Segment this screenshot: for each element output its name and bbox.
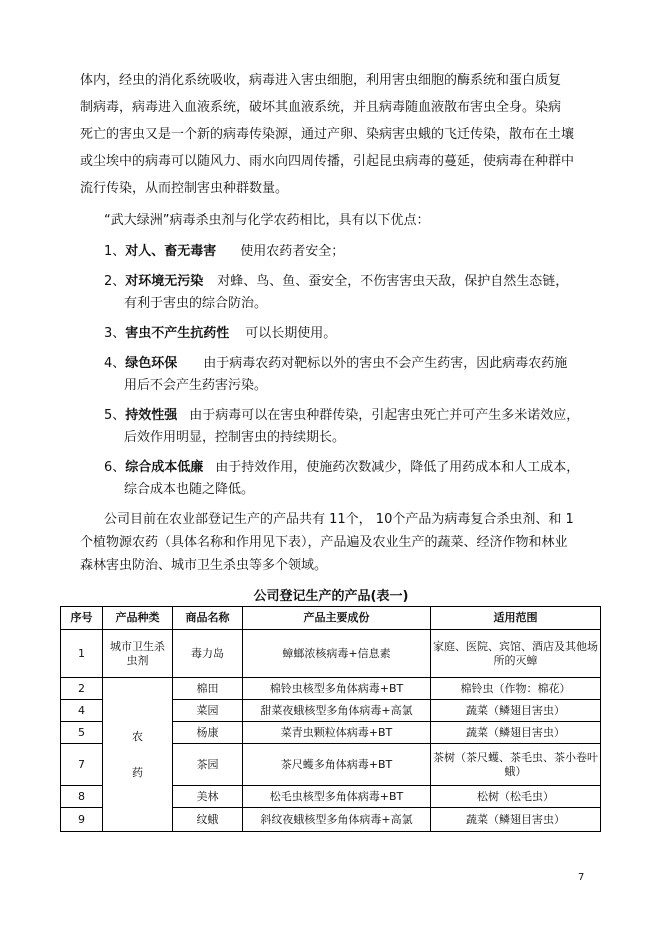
table-header: 产品主要成份 <box>243 607 431 630</box>
row-product-name: 美林 <box>173 786 243 808</box>
row-product-name: 毒力岛 <box>173 630 243 678</box>
table-header: 商品名称 <box>173 607 243 630</box>
table-row <box>61 678 601 700</box>
advantage-title: 绿色环保 <box>125 356 178 371</box>
row-component: 棉铃虫核型多角体病毒+BT <box>243 678 431 700</box>
row-category: 城市卫生杀虫剂 <box>103 630 173 678</box>
advantage-item <box>104 408 579 424</box>
advantage-number: 6、 <box>104 460 126 475</box>
advantage-title: 害虫不产生抗药性 <box>125 326 230 341</box>
row-scope: 茶树（茶尺蠖、茶毛虫、茶小卷叶蛾） <box>431 744 601 786</box>
table-header-row <box>61 607 601 630</box>
advantage-text: 综合成本也随之降低。 <box>124 482 255 497</box>
row-category-agri <box>103 678 173 832</box>
row-number: 5 <box>61 722 103 744</box>
intro-line: 制病毒，病毒进入血液系统，破坏其血液系统，并且病毒随血液散布害虫全身。染病 <box>80 100 562 115</box>
row-product-name: 菜园 <box>173 700 243 722</box>
advantage-item <box>104 244 344 260</box>
advantage-number: 2、 <box>104 274 126 289</box>
advantage-text: 对蜂、鸟、鱼、蚕安全，不伤害害虫天敌，保护自然生态链， <box>217 274 569 289</box>
intro-line: 死亡的害虫又是一个新的病毒传染源，通过产卵、染病害虫蛾的飞迁传染，散布在土壤 <box>80 127 575 142</box>
page-number: 7 <box>578 872 585 883</box>
row-product-name: 杨康 <box>173 722 243 744</box>
advantage-number: 5、 <box>104 408 126 423</box>
advantage-text: 用后不会产生药害污染。 <box>124 378 268 393</box>
intro-line: 或尘埃中的病毒可以随风力、雨水向四周传播，引起昆虫病毒的蔓延，使病毒在种群中 <box>80 154 575 169</box>
row-scope: 家庭、医院、宾馆、酒店及其他场所的灭蟑 <box>431 630 601 678</box>
advantage-number: 1、 <box>104 244 126 259</box>
row-scope: 松树（松毛虫） <box>431 786 601 808</box>
row-product-name: 棉田 <box>173 678 243 700</box>
company-line: 公司目前在农业部登记生产的产品共有 11个， 10个产品为病毒复合杀虫剂、和 1 <box>104 512 574 527</box>
row-number: 1 <box>61 630 103 678</box>
row-number: 8 <box>61 786 103 808</box>
row-component: 斜纹夜蛾核型多角体病毒+高氯 <box>243 808 431 832</box>
advantage-item <box>104 274 568 290</box>
company-line: 森林害虫防治、城市卫生杀虫等多个领域。 <box>80 558 328 573</box>
advantage-item <box>104 356 567 372</box>
row-number: 7 <box>61 744 103 786</box>
row-number: 2 <box>61 678 103 700</box>
table-header: 适用范围 <box>431 607 601 630</box>
advantage-title: 对人、畜无毒害 <box>125 244 217 259</box>
table-row <box>61 630 601 678</box>
company-line: 个植物源农药（具体名称和作用见下表），产品遍及农业生产的蔬菜、经济作物和林业 <box>80 535 568 550</box>
row-scope: 蔬菜（鳞翅目害虫） <box>431 808 601 832</box>
advantage-text: 有利于害虫的综合防治。 <box>124 296 268 311</box>
advantage-item <box>104 460 579 476</box>
row-number: 4 <box>61 700 103 722</box>
advantage-title: 持效性强 <box>125 408 178 423</box>
table-header: 序号 <box>61 607 103 630</box>
row-product-name: 茶园 <box>173 744 243 786</box>
agri-label: 农 <box>132 729 143 743</box>
row-product-name: 纹蛾 <box>173 808 243 832</box>
row-component: 甜菜夜蛾核型多角体病毒+高氯 <box>243 700 431 722</box>
advantage-number: 4、 <box>104 356 126 371</box>
advantage-text: 由于病毒农药对靶标以外的害虫不会产生药害，因此病毒农药施 <box>203 356 568 371</box>
agri-label: 药 <box>132 765 143 779</box>
advantages-intro: “武大绿洲”病毒杀虫剂与化学农药相比，具有以下优点： <box>104 213 430 228</box>
products-table <box>60 606 601 832</box>
intro-line: 流行传染，从而控制害虫种群数量。 <box>80 181 289 196</box>
row-number: 9 <box>61 808 103 832</box>
advantage-number: 3、 <box>104 326 126 341</box>
row-component: 茶尺蠖多角体病毒+BT <box>243 744 431 786</box>
row-component: 蟑螂浓核病毒+信息素 <box>243 630 431 678</box>
advantage-item <box>104 326 336 342</box>
intro-line: 体内，经虫的消化系统吸收，病毒进入害虫细胞，利用害虫细胞的酶系统和蛋白质复 <box>80 73 562 88</box>
advantage-text: 使用农药者安全； <box>240 244 345 259</box>
row-scope: 蔬菜（鳞翅目害虫） <box>431 722 601 744</box>
row-scope: 棉铃虫（作物：棉花） <box>431 678 601 700</box>
row-component: 松毛虫核型多角体病毒+BT <box>243 786 431 808</box>
row-component: 菜青虫颗粒体病毒+BT <box>243 722 431 744</box>
advantage-text: 后效作用明显，控制害虫的持续期长。 <box>124 430 346 445</box>
row-scope: 蔬菜（鳞翅目害虫） <box>431 700 601 722</box>
advantage-title: 对环境无污染 <box>125 274 204 289</box>
table-header: 产品种类 <box>103 607 173 630</box>
advantage-text: 可以长期使用。 <box>245 326 337 341</box>
advantage-title: 综合成本低廉 <box>125 460 204 475</box>
advantage-text: 由于持效作用，使施药次数减少，降低了用药成本和人工成本， <box>215 460 580 475</box>
table-title: 公司登记生产的产品(表一) <box>253 589 409 604</box>
advantage-text: 由于病毒可以在害虫种群传染，引起害虫死亡并可产生多米诺效应， <box>189 408 580 423</box>
